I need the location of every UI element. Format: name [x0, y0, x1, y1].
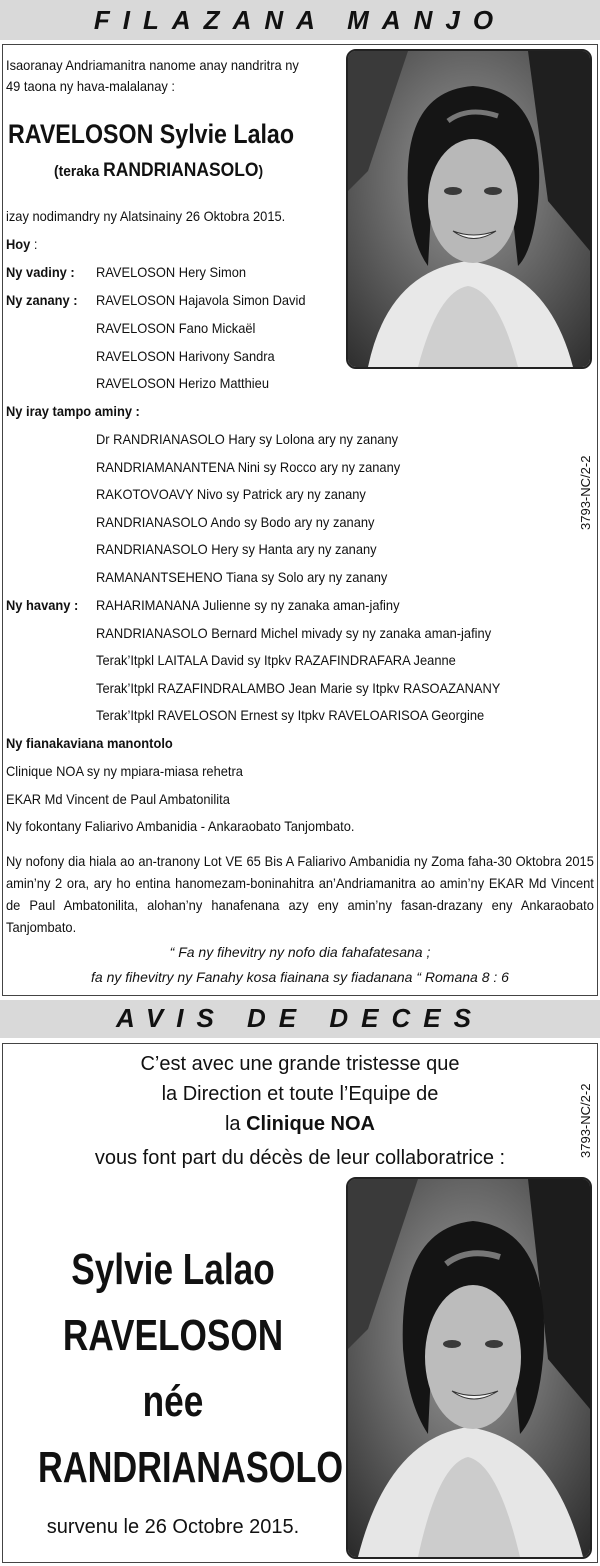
- iray-tampo-item: RAMANANTSEHENO Tiana sy Solo ary ny zanany: [96, 569, 388, 585]
- portrait-photo-1: [346, 49, 592, 369]
- deceased-name: RAVELOSON Sylvie Lalao: [8, 119, 295, 149]
- header-title-filazana: FILAZANA MANJO: [93, 5, 507, 35]
- avis-line-1: C’est avec une grande tristesse que: [140, 1053, 460, 1075]
- funeral-paragraph: [6, 850, 594, 938]
- zanany-item: RAVELOSON Fano Mickaël: [96, 320, 256, 336]
- zanany-item: RAVELOSON Harivony Sandra: [96, 348, 275, 364]
- teraka-line: [54, 160, 263, 182]
- quote-line-1: “ Fa ny fihevitry ny nofo dia fahafatesana ;: [169, 944, 431, 960]
- other-item: EKAR Md Vincent de Paul Ambatonilita: [6, 791, 230, 807]
- intro-line-1: Isaoranay Andriamanitra nanome anay nandritra ny: [6, 57, 299, 73]
- avis-line-2: la Direction et toute l’Equipe de: [161, 1083, 439, 1105]
- avis-name-2: RAVELOSON: [62, 1311, 284, 1360]
- havany-label: Ny havany :: [6, 597, 79, 613]
- avis-line-3: [0, 1113, 600, 1136]
- vady-name: RAVELOSON Hery Simon: [96, 264, 247, 280]
- teraka-name: RANDRIANASOLO: [103, 160, 259, 181]
- avis-name-3: née: [142, 1377, 204, 1426]
- other-item: Clinique NOA sy ny mpiara-miasa rehetra: [6, 763, 243, 779]
- teraka-suffix: ): [258, 163, 264, 180]
- death-line: izay nodimandry ny Alatsinainy 26 Oktobra 2015.: [6, 208, 286, 224]
- zanany-label: Ny zanany :: [6, 292, 78, 308]
- clinic-name: Clinique NOA: [246, 1113, 375, 1135]
- iray-tampo-label: Ny iray tampo aminy :: [6, 403, 140, 419]
- iray-tampo-item: Dr RANDRIANASOLO Hary sy Lolona ary ny zanany: [96, 431, 399, 447]
- avis-name-4: RANDRIANASOLO: [38, 1443, 344, 1492]
- hoy-label: Hoy: [6, 236, 31, 252]
- iray-tampo-item: RANDRIAMANANTENA Nini sy Rocco ary ny zanany: [96, 459, 401, 475]
- zanany-item: RAVELOSON Herizo Matthieu: [96, 375, 269, 391]
- teraka-prefix: (teraka: [54, 163, 104, 180]
- vady-label: Ny vadiny :: [6, 264, 75, 280]
- havany-item: RANDRIANASOLO Bernard Michel mivady sy ny zanaka aman-jafiny: [96, 625, 492, 641]
- hoy-colon: :: [30, 236, 38, 252]
- avis-line-4: vous font part du décès de leur collaboratrice :: [94, 1147, 506, 1169]
- portrait-photo-2: [346, 1177, 592, 1559]
- avis-death-line: survenu le 26 Octobre 2015.: [46, 1516, 300, 1538]
- funeral-paragraph-text: Ny nofony dia hiala ao an-tranony Lot VE 65 Bis A Faliarivo Ambanidia ny Zoma faha-30 Oktobra 2015 amin’ny 2 ora, ary ho entina hanomezam-boninahitra an’Andriamanitra ao amin’ny EKAR Md Vincent de Paul Ambatonilita, alohan’ny hanafenana azy eny amin’ny fasan-drazany eny Ankaraobato Tanjombato.: [6, 853, 594, 935]
- iray-tampo-item: RANDRIANASOLO Hery sy Hanta ary ny zanany: [96, 541, 377, 557]
- havany-item: Terak’Itpkl RAVELOSON Ernest sy Itpkv RAVELOARISOA Georgine: [96, 707, 485, 723]
- reference-code-1: 3793-NC/2-2: [578, 455, 593, 530]
- other-item: Ny fokontany Faliarivo Ambanidia - Ankaraobato Tanjombato.: [6, 818, 355, 834]
- quote-line-2: fa ny fihevitry ny Fanahy kosa fiainana sy fiadanana “ Romana 8 : 6: [91, 969, 509, 985]
- avis-name-1: Sylvie Lalao: [71, 1245, 275, 1294]
- reference-code-2: 3793-NC/2-2: [578, 1083, 593, 1158]
- zanany-item: RAVELOSON Hajavola Simon David: [96, 292, 306, 308]
- iray-tampo-item: RAKOTOVOAVY Nivo sy Patrick ary ny zanany: [96, 486, 366, 502]
- havany-item: RAHARIMANANA Julienne sy ny zanaka aman-jafiny: [96, 597, 400, 613]
- havany-item: Terak’Itpkl LAITALA David sy Itpkv RAZAFINDRAFARA Jeanne: [96, 652, 456, 668]
- avis-line-3-prefix: la: [224, 1113, 247, 1135]
- header-title-avis: AVIS DE DECES: [116, 1003, 484, 1033]
- hoy-line: [6, 236, 37, 252]
- fianakaviana-label: Ny fianakaviana manontolo: [6, 735, 173, 751]
- intro-line-2: 49 taona ny hava-malalanay :: [6, 78, 175, 94]
- iray-tampo-item: RANDRIANASOLO Ando sy Bodo ary ny zanany: [96, 514, 375, 530]
- havany-item: Terak’Itpkl RAZAFINDRALAMBO Jean Marie sy Itpkv RASOAZANANY: [96, 680, 501, 696]
